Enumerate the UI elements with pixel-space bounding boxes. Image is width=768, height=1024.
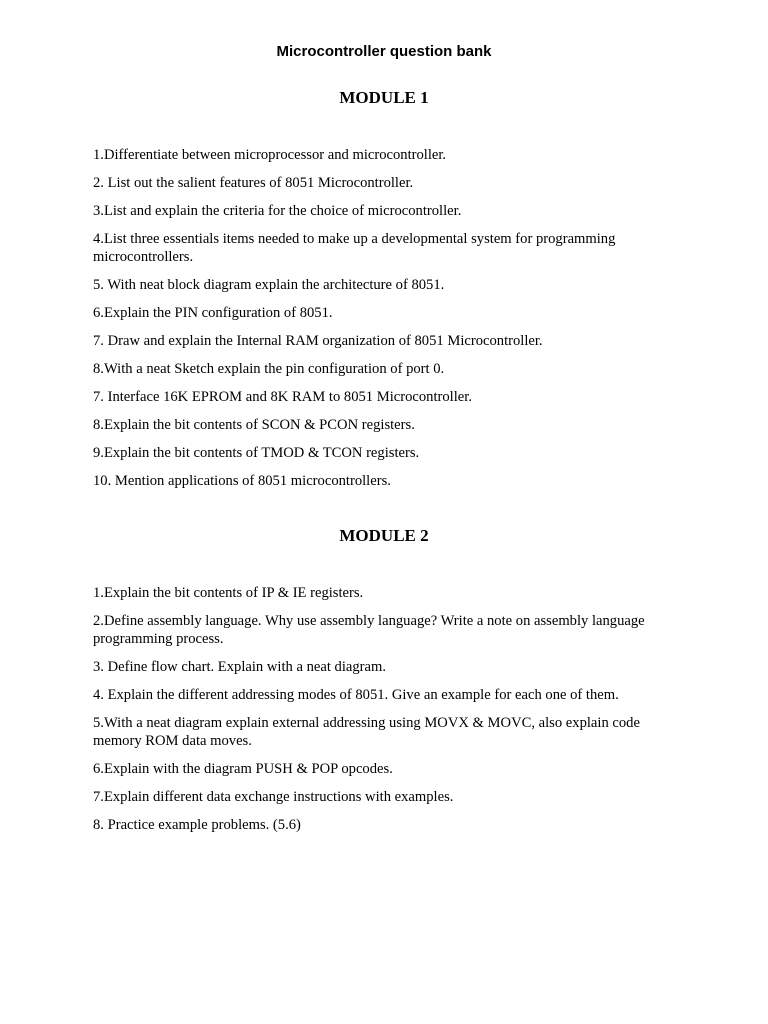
question-item: 3. Define flow chart. Explain with a neat diagram. — [93, 659, 386, 675]
module-2-heading: MODULE 2 — [339, 526, 429, 545]
question-item: 5.With a neat diagram explain external addressing using MOVX & MOVC, also explain code memory ROM data moves. — [93, 715, 640, 749]
question-item: 3.List and explain the criteria for the choice of microcontroller. — [93, 203, 462, 219]
question-item: 10. Mention applications of 8051 microcontrollers. — [93, 473, 391, 489]
document-title: Microcontroller question bank — [276, 43, 492, 60]
question-item: 7.Explain different data exchange instructions with examples. — [93, 789, 454, 805]
question-item: 1.Differentiate between microprocessor and microcontroller. — [93, 147, 447, 163]
question-item: 7. Interface 16K EPROM and 8K RAM to 8051 Microcontroller. — [93, 389, 472, 405]
question-item: 9.Explain the bit contents of TMOD & TCON registers. — [93, 445, 420, 461]
question-item: 6.Explain with the diagram PUSH & POP opcodes. — [93, 761, 393, 777]
question-item: 5. With neat block diagram explain the architecture of 8051. — [93, 277, 445, 293]
question-item: 2. List out the salient features of 8051 Microcontroller. — [93, 175, 414, 191]
question-item: 6.Explain the PIN configuration of 8051. — [93, 305, 333, 321]
question-item: 4. Explain the different addressing modes of 8051. Give an example for each one of them. — [93, 687, 619, 703]
module-2-question-list — [93, 584, 683, 844]
question-item: 2.Define assembly language. Why use assembly language? Write a note on assembly language programming process. — [93, 613, 645, 647]
module-1-heading: MODULE 1 — [339, 88, 429, 107]
question-item: 8.With a neat Sketch explain the pin configuration of port 0. — [93, 361, 445, 377]
question-item: 4.List three essentials items needed to make up a developmental system for programming microcontrollers. — [93, 231, 616, 265]
module-1-question-list — [93, 146, 683, 500]
question-item: 7. Draw and explain the Internal RAM organization of 8051 Microcontroller. — [93, 333, 543, 349]
question-item: 8. Practice example problems. (5.6) — [93, 817, 301, 833]
question-item: 1.Explain the bit contents of IP & IE registers. — [93, 585, 364, 601]
question-item: 8.Explain the bit contents of SCON & PCON registers. — [93, 417, 415, 433]
